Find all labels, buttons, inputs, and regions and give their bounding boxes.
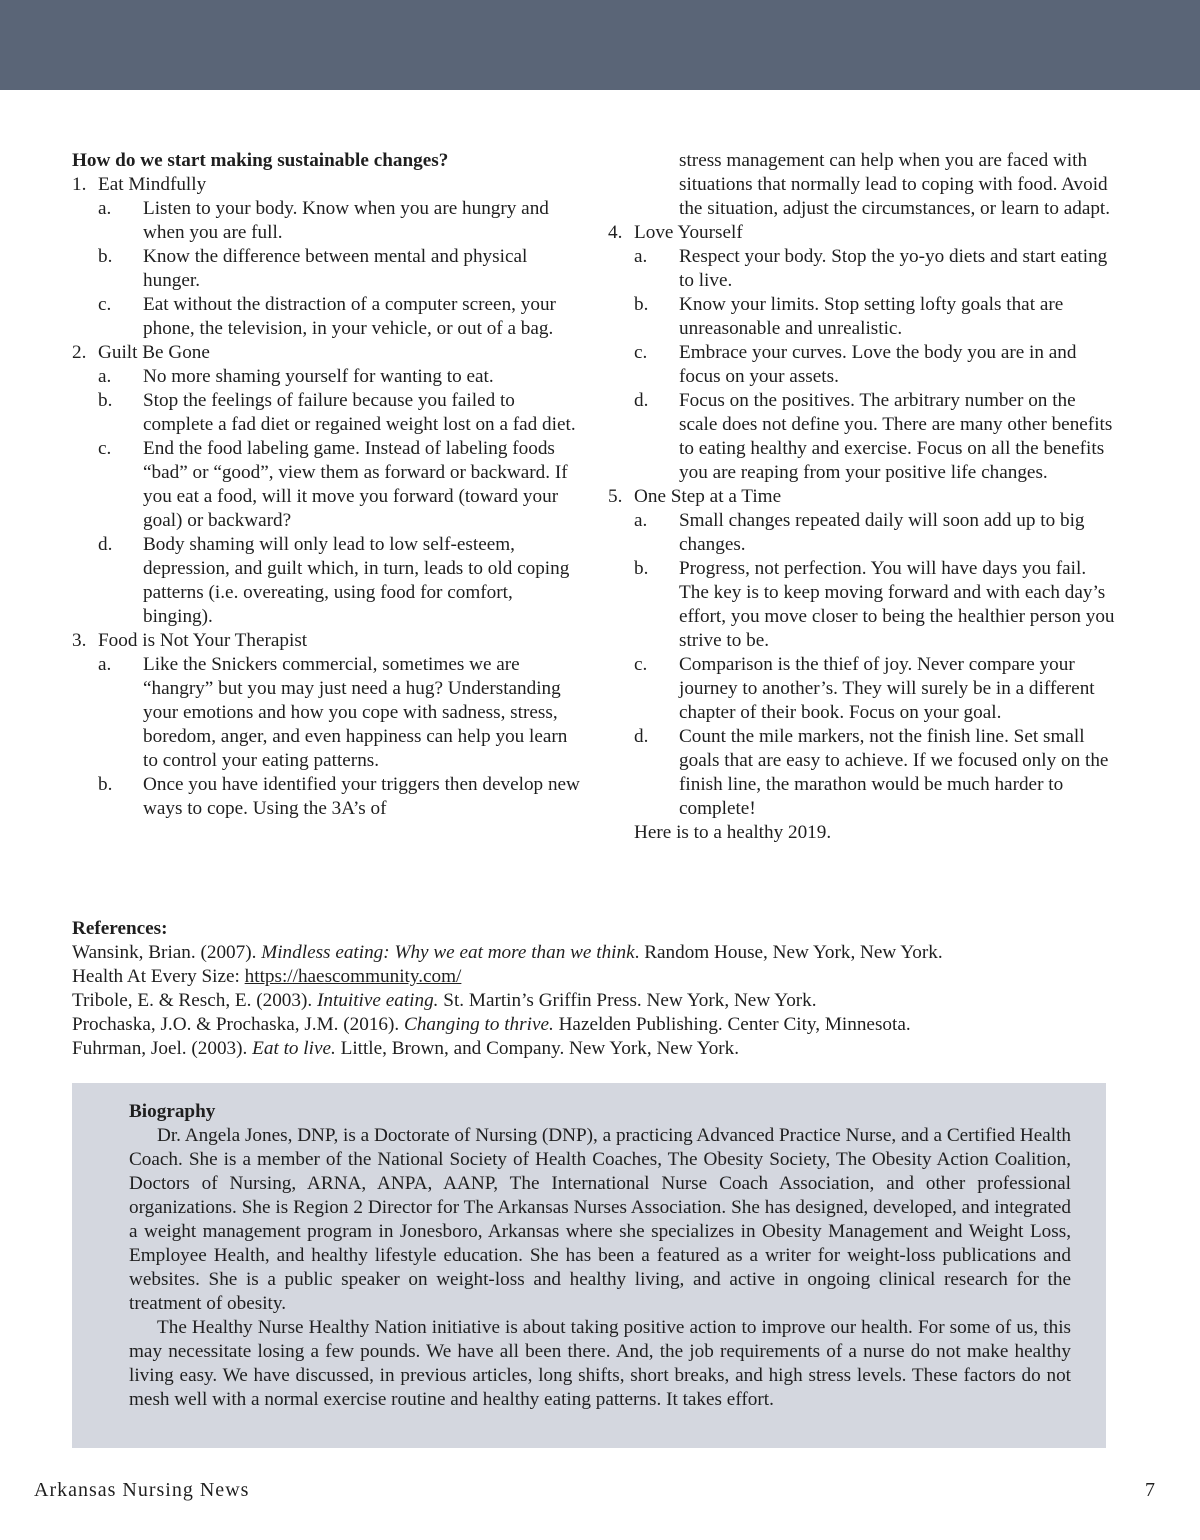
- item-title: Love Yourself: [634, 222, 743, 243]
- sub-item: [72, 773, 582, 821]
- sub-letter: c.: [634, 654, 648, 675]
- reference-item: Tribole, E. & Resch, E. (2003). Intuitive eating. St. Martin’s Griffin Press. New York, New York.: [72, 990, 817, 1011]
- sub-text: Like the Snickers commercial, sometimes we are “hangry” but you may just need a hug? Understanding your emotions and how you cope with sadness, stress, boredom, anger, and even happiness can help you learn to control your eating patterns.: [143, 654, 568, 771]
- sub-text: Once you have identified your triggers then develop new ways to cope. Using the 3A’s of: [143, 774, 580, 819]
- reference-item: Fuhrman, Joel. (2003). Eat to live. Little, Brown, and Company. New York, New York.: [72, 1038, 740, 1059]
- biography-content: [129, 1100, 1071, 1412]
- page-number: 7: [1145, 1479, 1155, 1501]
- sub-text: Progress, not perfection. You will have days you fail. The key is to keep moving forward and with each day’s effort, you move closer to being the healthier person you strive to be.: [679, 558, 1115, 651]
- sub-letter: c.: [98, 294, 112, 315]
- item-number: 5.: [608, 486, 623, 507]
- sub-letter: d.: [634, 390, 649, 411]
- biography-paragraph: The Healthy Nurse Healthy Nation initiative is about taking positive action to improve our health. For some of us, this may necessitate losing a few pounds. We have all been there. And, the job requirements of a nurse do not make healthy living easy. We have discussed, in previous articles, long shifts, short breaks, and high stress levels. These factors do not mesh well with a normal exercise routine and healthy eating patterns. It takes effort.: [129, 1317, 1071, 1410]
- closing-line: Here is to a healthy 2019.: [634, 822, 832, 843]
- sub-text: Respect your body. Stop the yo-yo diets and start eating to live.: [679, 246, 1108, 291]
- item-number: 2.: [72, 342, 87, 363]
- sub-text: No more shaming yourself for wanting to eat.: [143, 366, 494, 387]
- reference-title: Intuitive eating.: [316, 990, 439, 1011]
- sub-text: Know the difference between mental and physical hunger.: [143, 246, 528, 291]
- item-number: 1.: [72, 174, 87, 195]
- sub-letter: b.: [98, 246, 113, 267]
- references: [72, 917, 1132, 1061]
- sub-text: Comparison is the thief of joy. Never compare your journey to another’s. They will surely be in a different chapter of their book. Focus on your goal.: [679, 654, 1095, 723]
- sub-letter: a.: [98, 654, 112, 675]
- sub-letter: b.: [98, 774, 113, 795]
- sub-item: [72, 245, 582, 293]
- left-column: [72, 149, 582, 821]
- sub-letter: a.: [98, 198, 112, 219]
- sub-item: [72, 653, 582, 773]
- reference-title: Mindless eating: Why we eat more than we think: [261, 942, 635, 963]
- reference-item: Health At Every Size: https://haescommunity.com/: [72, 966, 462, 987]
- sub-text: End the food labeling game. Instead of labeling foods “bad” or “good”, view them as forward or backward. If you eat a food, will it move you forward (toward your goal) or backward?: [143, 438, 568, 531]
- sub-letter: b.: [98, 390, 113, 411]
- sub-item: [608, 293, 1118, 341]
- sub-item: [608, 725, 1118, 821]
- sub-item: [72, 197, 582, 245]
- sub-text: Small changes repeated daily will soon add up to big changes.: [679, 510, 1085, 555]
- sub-item: [72, 533, 582, 629]
- sub-letter: a.: [634, 246, 648, 267]
- continuation-text: stress management can help when you are faced with situations that normally lead to coping with food. Avoid the situation, adjust the circumstances, or learn to adapt.: [679, 150, 1111, 219]
- item-title: One Step at a Time: [634, 486, 782, 507]
- item-number: 3.: [72, 630, 87, 651]
- biography-title: Biography: [129, 1101, 216, 1122]
- reference-title: Eat to live.: [252, 1038, 336, 1059]
- haes-link[interactable]: https://haescommunity.com/: [244, 966, 462, 987]
- item-title: Guilt Be Gone: [98, 342, 210, 363]
- sub-item: [608, 389, 1118, 485]
- sub-item: [72, 389, 582, 437]
- sub-text: Eat without the distraction of a computer screen, your phone, the television, in your vehicle, or out of a bag.: [143, 294, 556, 339]
- sub-text: Listen to your body. Know when you are hungry and when you are full.: [143, 198, 549, 243]
- sub-item: [72, 365, 582, 389]
- item-number: 4.: [608, 222, 623, 243]
- sub-text: Know your limits. Stop setting lofty goals that are unreasonable and unrealistic.: [679, 294, 1064, 339]
- references-title: References:: [72, 918, 168, 939]
- sub-letter: c.: [634, 342, 648, 363]
- list-item: [608, 221, 1118, 245]
- sub-letter: b.: [634, 294, 649, 315]
- list-item: [608, 485, 1118, 509]
- sub-letter: b.: [634, 558, 649, 579]
- biography-box: [72, 1083, 1106, 1448]
- item-title: Food is Not Your Therapist: [98, 630, 308, 651]
- sub-text: Body shaming will only lead to low self-esteem, depression, and guilt which, in turn, leads to old coping patterns (i.e. overeating, using food for comfort, binging).: [143, 534, 570, 627]
- biography-paragraph: Dr. Angela Jones, DNP, is a Doctorate of Nursing (DNP), a practicing Advanced Practice Nurse, and a Certified Health Coach. She is a member of the National Society of Health Coaches, The Obesity Society, The Obesity Action Coalition, Doctors of Nursing, ARNA, ANPA, AANP, The International Nurse Coach Association, and other professional organizations. She is Region 2 Director for The Arkansas Nurses Association. She has designed, developed, and integrated a weight management program in Jonesboro, Arkansas where she specializes in Obesity Management and Weight Loss, Employee Health, and healthy lifestyle education. She has been a featured as a writer for weight-loss publications and websites. She is a public speaker on weight-loss and healthy living, and active in ongoing clinical research for the treatment of obesity.: [129, 1125, 1071, 1314]
- header-bar: [0, 0, 1200, 90]
- sub-text: Stop the feelings of failure because you failed to complete a fad diet or regained weight lost on a fad diet.: [143, 390, 576, 435]
- sub-item: [608, 341, 1118, 389]
- sub-item: [608, 509, 1118, 557]
- section-heading: How do we start making sustainable changes?: [72, 150, 449, 171]
- sub-item: [72, 293, 582, 341]
- sub-letter: a.: [98, 366, 112, 387]
- sub-letter: d.: [98, 534, 113, 555]
- right-column: [608, 149, 1118, 845]
- reference-item: Prochaska, J.O. & Prochaska, J.M. (2016). Changing to thrive. Hazelden Publishing. Center City, Minnesota.: [72, 1014, 911, 1035]
- sub-item: [608, 245, 1118, 293]
- list-item: [72, 341, 582, 365]
- sub-letter: a.: [634, 510, 648, 531]
- reference-item: Wansink, Brian. (2007). Mindless eating: Why we eat more than we think. Random House, New York, New York.: [72, 942, 943, 963]
- sub-item: [72, 437, 582, 533]
- item-title: Eat Mindfully: [98, 174, 207, 195]
- list-item: [72, 173, 582, 197]
- sub-letter: c.: [98, 438, 112, 459]
- sub-letter: d.: [634, 726, 649, 747]
- sub-text: Count the mile markers, not the finish line. Set small goals that are easy to achieve. If we focused only on the finish line, the marathon would be much harder to complete!: [679, 726, 1109, 819]
- list-item: [72, 629, 582, 653]
- sub-text: Embrace your curves. Love the body you are in and focus on your assets.: [679, 342, 1077, 387]
- sub-item: [608, 557, 1118, 653]
- reference-title: Changing to thrive.: [404, 1014, 554, 1035]
- sub-text: Focus on the positives. The arbitrary number on the scale does not define you. There are many other benefits to eating healthy and exercise. Focus on all the benefits you are reaping from your positive life changes.: [679, 390, 1113, 483]
- sub-item: [608, 653, 1118, 725]
- publication-name: Arkansas Nursing News: [34, 1479, 250, 1501]
